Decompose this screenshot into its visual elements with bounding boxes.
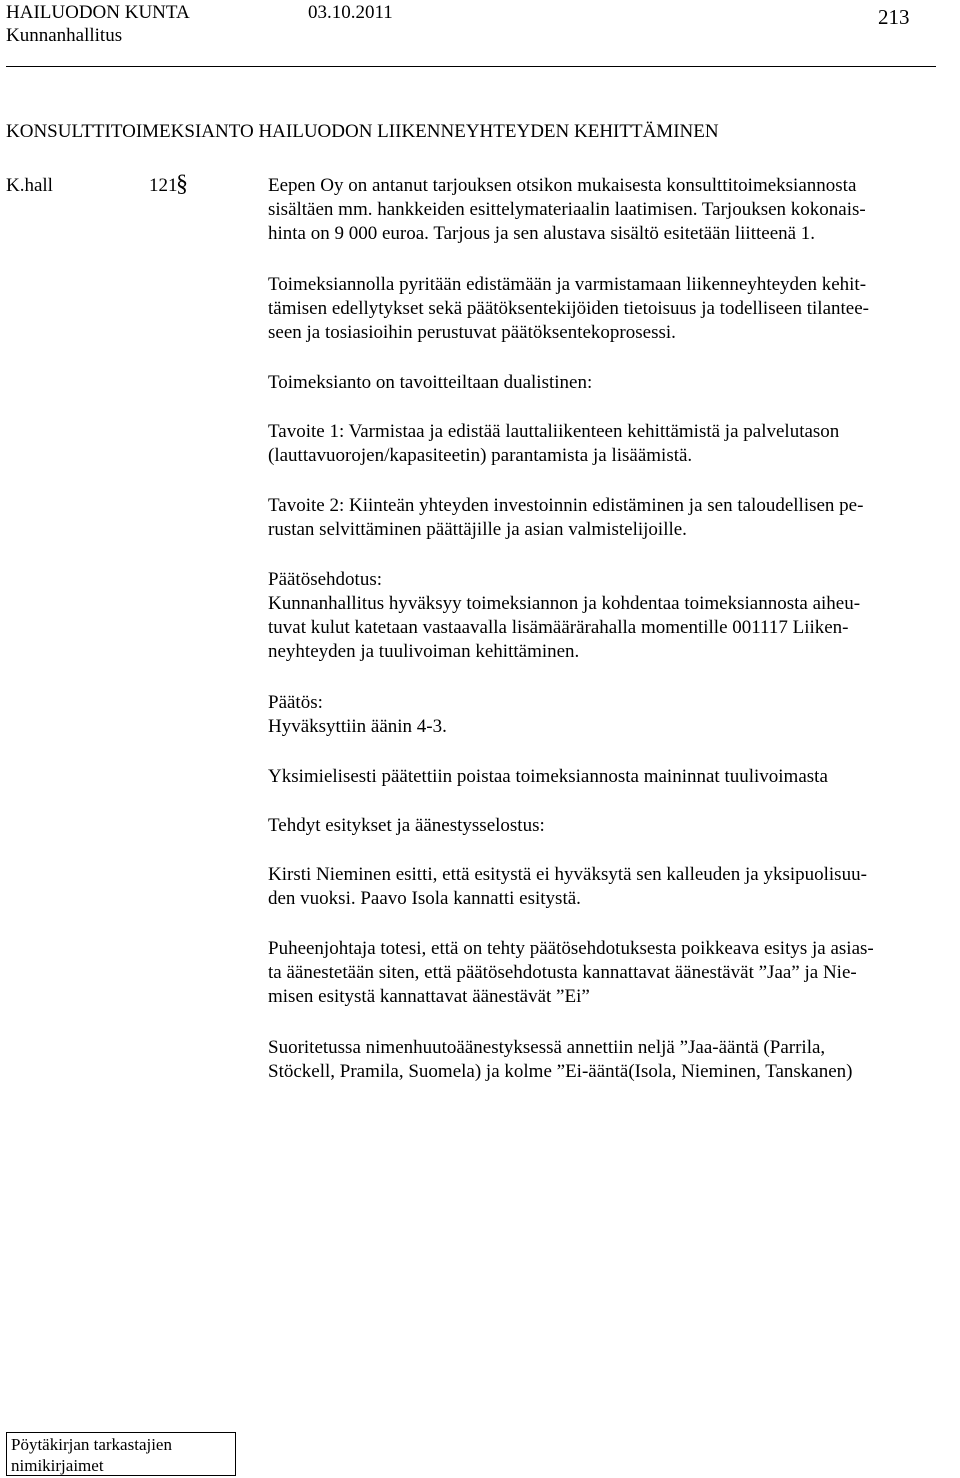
- footer-line: nimikirjaimet: [11, 1456, 104, 1475]
- body-label: K.hall: [6, 175, 53, 196]
- text-line: Tehdyt esitykset ja äänestysselostus:: [268, 815, 545, 836]
- text-line: den vuoksi. Paavo Isola kannatti esitystä.: [268, 888, 581, 909]
- paragraph-goals-intro: [268, 371, 958, 395]
- paragraph-counter-proposal: [268, 863, 958, 911]
- text-line: (lauttavuorojen/kapasiteetin) parantamista ja lisäämistä.: [268, 445, 693, 466]
- section-sign: §: [176, 171, 188, 197]
- text-line: tuvat kulut katetaan vastaavalla lisämäärärahalla momentille 001117 Liiken-: [268, 617, 849, 638]
- paragraph-proposals-heading: [268, 814, 958, 838]
- text-line: seen ja tosiasioihin perustuvat päätöksentekoprosessi.: [268, 322, 676, 343]
- text-line: neyhteyden ja tuulivoiman kehittäminen.: [268, 641, 580, 662]
- text-line: Eepen Oy on antanut tarjouksen otsikon mukaisesta konsulttitoimeksiannosta: [268, 175, 857, 196]
- text-line: tämisen edellytykset sekä päätöksentekijöiden tietoisuus ja todelliseen tilantee-: [268, 298, 869, 319]
- paragraph-vote-result: [268, 1036, 958, 1084]
- paragraph-decision: [268, 691, 958, 739]
- paragraph-unanimous: [268, 765, 958, 789]
- text-line: Päätösehdotus:: [268, 569, 382, 590]
- paragraph-goal-2: [268, 494, 958, 542]
- text-line: Tavoite 1: Varmistaa ja edistää lauttaliikenteen kehittämistä ja palvelutason: [268, 421, 840, 442]
- text-line: sisältäen mm. hankkeiden esittelymateriaalin laatimisen. Tarjouksen kokonais-: [268, 199, 866, 220]
- meeting-date: 03.10.2011: [308, 2, 393, 23]
- header-rule: [6, 66, 936, 67]
- paragraph-proposal: [268, 568, 958, 664]
- footer-line: Pöytäkirjan tarkastajien: [11, 1435, 172, 1454]
- text-line: rustan selvittäminen päättäjille ja asian valmistelijoille.: [268, 519, 687, 540]
- paragraph-goal-1: [268, 420, 958, 468]
- document-title: KONSULTTITOIMEKSIANTO HAILUODON LIIKENNEYHTEYDEN KEHITTÄMINEN: [6, 121, 719, 142]
- text-line: ta äänestetään siten, että päätösehdotusta kannattavat äänestävät ”Jaa” ja Nie-: [268, 962, 857, 983]
- page-number: 213: [878, 5, 910, 29]
- text-line: misen esitystä kannattavat äänestävät ”Ei”: [268, 986, 590, 1007]
- text-line: Toimeksianto on tavoitteiltaan dualistinen:: [268, 372, 593, 393]
- text-line: Puheenjohtaja totesi, että on tehty päätösehdotuksesta poikkeava esitys ja asias-: [268, 938, 874, 959]
- text-line: Tavoite 2: Kiinteän yhteyden investoinnin edistäminen ja sen taloudellisen pe-: [268, 495, 864, 516]
- text-line: Suoritetussa nimenhuutoäänestyksessä annettiin neljä ”Jaa-ääntä (Parrila,: [268, 1037, 826, 1058]
- paragraph-vote-procedure: [268, 937, 958, 1009]
- paragraph-purpose: [268, 273, 958, 345]
- item-number: 121: [149, 175, 178, 196]
- organization-name: HAILUODON KUNTA: [6, 2, 190, 23]
- board-name: Kunnanhallitus: [6, 25, 123, 46]
- text-line: Kirsti Nieminen esitti, että esitystä ei hyväksytä sen kalleuden ja yksipuolisuu-: [268, 864, 867, 885]
- text-line: Yksimielisesti päätettiin poistaa toimeksiannosta maininnat tuulivoimasta: [268, 766, 828, 787]
- text-line: hinta on 9 000 euroa. Tarjous ja sen alustava sisältö esitetään liitteenä 1.: [268, 223, 816, 244]
- paragraph-offer: [268, 174, 958, 246]
- text-line: Hyväksyttiin äänin 4-3.: [268, 716, 447, 737]
- signature-initials-box: [6, 1432, 236, 1476]
- text-line: Päätös:: [268, 692, 323, 713]
- text-line: Stöckell, Pramila, Suomela) ja kolme ”Ei-ääntä(Isola, Nieminen, Tanskanen): [268, 1061, 853, 1082]
- text-line: Toimeksiannolla pyritään edistämään ja varmistamaan liikenneyhteyden kehit-: [268, 274, 867, 295]
- text-line: Kunnanhallitus hyväksyy toimeksiannon ja kohdentaa toimeksiannosta aiheu-: [268, 593, 861, 614]
